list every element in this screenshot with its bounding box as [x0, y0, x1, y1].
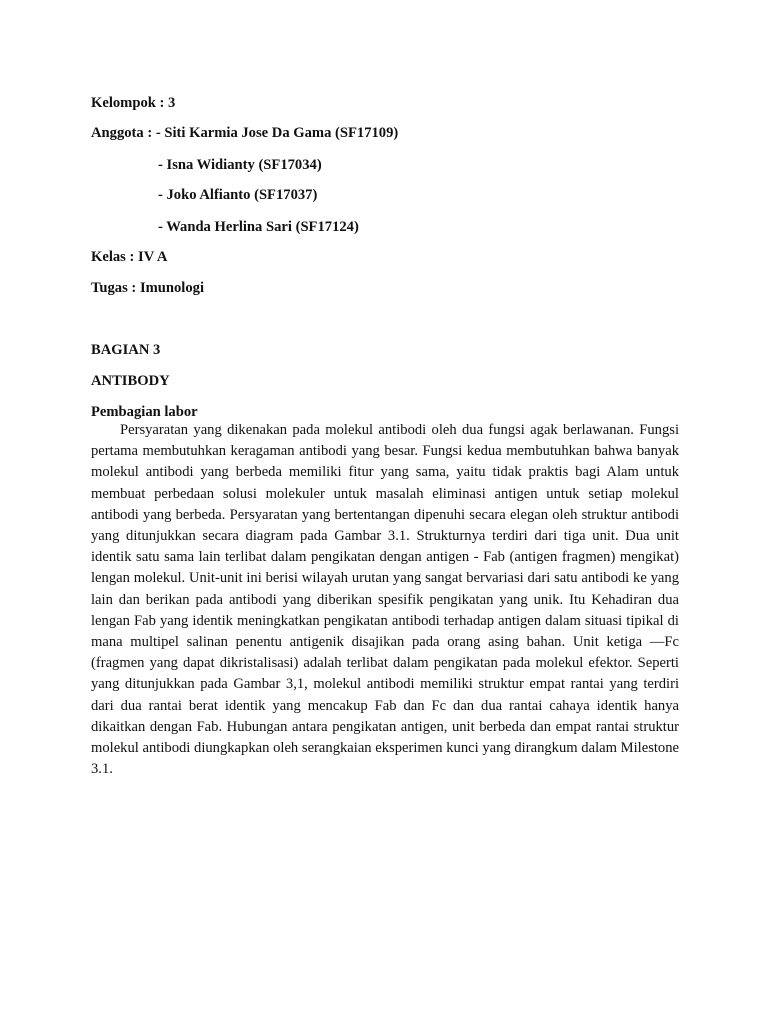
section-number: BAGIAN 3 [91, 342, 161, 358]
group-number: Kelompok : 3 [91, 95, 176, 111]
class-line: Kelas : IV A [91, 249, 168, 265]
section-subtitle: Pembagian labor [91, 404, 198, 420]
assignment-line: Tugas : Imunologi [91, 280, 205, 296]
member-item: - Joko Alfianto (SF17037) [158, 187, 318, 203]
section-title: ANTIBODY [91, 373, 170, 389]
member-item: - Wanda Herlina Sari (SF17124) [158, 219, 359, 235]
member-item: - Isna Widianty (SF17034) [158, 157, 322, 173]
body-paragraph: Persyaratan yang dikenakan pada molekul antibodi oleh dua fungsi agak berlawanan. Fungsi pertama membutuhkan keragaman antibodi yang besar. Fungsi kedua membutuhkan bahwa banyak molekul antibodi yang berbeda memiliki fitur yang sama, yaitu tidak praktis bagi Alam untuk membuat perbedaan solusi molekuler untuk masalah eliminasi antigen untuk setiap molekul antibodi yang berbeda. Persyaratan yang bertentangan dipenuhi secara elegan oleh struktur antibodi yang ditunjukkan secara diagram pada Gambar 3.1. Strukturnya terdiri dari tiga unit. Dua unit identik satu sama lain terlibat dalam pengikatan dengan antigen - Fab (antigen fragmen) mengikat) lengan molekul. Unit-unit ini berisi wilayah urutan yang sangat bervariasi dari satu antibodi ke yang lain dan berikan pada antibodi yang diberikan spesifik pengikatan yang unik. Itu Kehadiran dua lengan Fab yang identik meningkatkan pengikatan antibodi terhadap antigen dalam situasi tipikal di mana multipel salinan penentu antigenik disajikan pada orang asing bahan. Unit ketiga —Fc (fragmen yang dapat dikristalisasi) adalah terlibat dalam pengikatan pada molekul efektor. Seperti yang ditunjukkan pada Gambar 3,1, molekul antibodi memiliki struktur empat rantai yang terdiri dari dua rantai berat identik yang mencakup Fab dan Fc dan dua rantai cahaya identik hanya dikaitkan dengan Fab. Hubungan antara pengikatan antigen, unit berbeda dan empat rantai struktur molekul antibodi diungkapkan oleh serangkaian eksperimen kunci yang dirangkum dalam Milestone 3.1. [91, 422, 679, 778]
members-first-line: Anggota : - Siti Karmia Jose Da Gama (SF17109) [91, 125, 399, 141]
